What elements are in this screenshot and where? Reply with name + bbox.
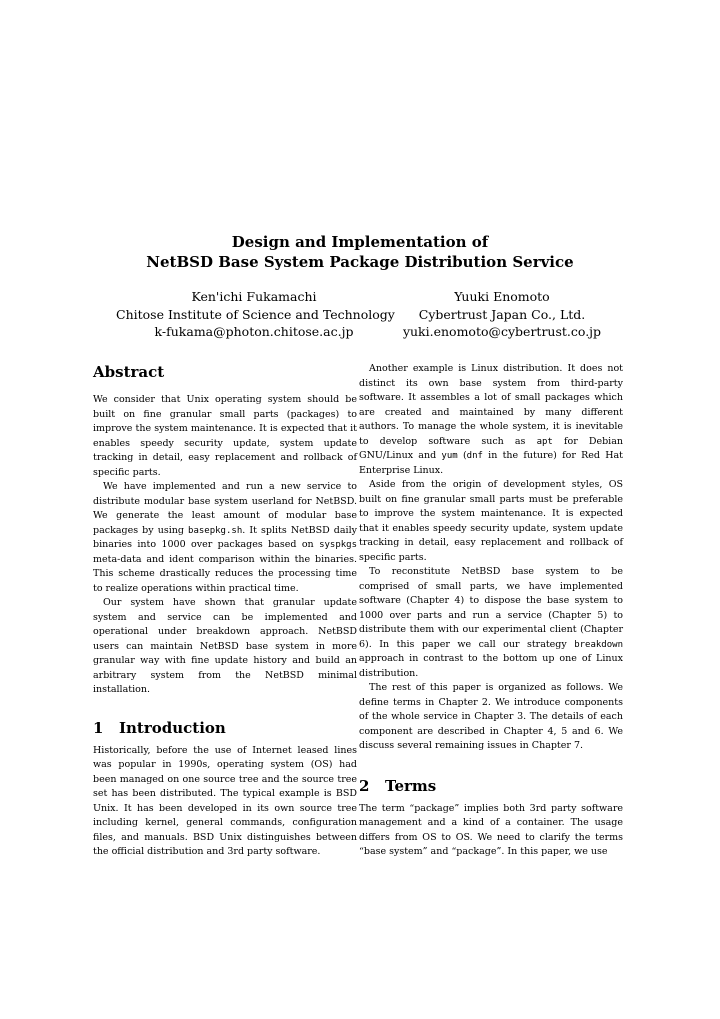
abstract-heading: Abstract [93,363,165,381]
abstract-paragraph: We have implemented and run a new service to distribute modular base system userland for NetBSD. We generate the least amount of modular base packages by using basepkg.sh. It splits NetBSD daily binaries into 1000 over packages based on syspkgs meta-data and ident comparison within the binaries. This scheme drastically reduces the processing time to realize operations within practical time. [93,481,357,594]
author-2 [400,288,604,341]
author-1 [116,288,395,341]
section-number: 2 [359,776,370,795]
intro-paragraph: To reconstitute NetBSD base system to be comprised of small parts, we have implemented software (Chapter 4) to dispose the base system to 1000 over parts and run a service (Chapter 5) to distribute them with our experimental client (Chapter 6). In this paper we call our strategy breakdown approach in contrast to the bottom up one of Linux distribution. [359,566,623,679]
author-name: Ken'ichi Fukamachi [191,289,317,304]
paper-title [0,232,720,272]
author-affiliation: Chitose Institute of Science and Technology [116,306,395,322]
author-email: k-fukama@photon.chitose.ac.jp [154,324,354,339]
abstract-paragraph: Our system have shown that granular update system and service can be implemented and operational under breakdown approach. NetBSD users can maintain NetBSD base system in more granular way with fine update history and build an arbitrary system from the NetBSD minimal installation. [93,597,357,695]
intro-paragraph: Historically, before the use of Internet leased lines was popular in 1990s, operating system (OS) had been managed on one source tree and the source tree set has been distributed. The typical example is BSD Unix. It has been developed in its own source tree including kernel, general commands, configuration files, and manuals. BSD Unix distinguishes between the official distribution and 3rd party software. [93,744,357,857]
title-line-1: Design and Implementation of [231,233,489,251]
title-line-2: NetBSD Base System Package Distribution Service [146,253,574,271]
left-column [93,362,357,860]
introduction-heading: 1 Introduction [93,718,226,737]
author-affiliation: Cybertrust Japan Co., Ltd. [418,306,586,322]
intro-paragraph: Aside from the origin of development styles, OS built on fine granular small parts must be preferable to improve the system maintenance. It is expected that it enables speedy security update, system update tracking in detail, easy replacement and rollback of specific parts. [359,479,623,563]
right-column [359,362,623,860]
terms-paragraph: The term “package” implies both 3rd party software management and a kind of a container. The usage differs from OS to OS. We need to clarify the terms “base system” and “package”. In this paper, we use [359,802,623,857]
intro-paragraph: Another example is Linux distribution. It does not distinct its own base system from third-party software. It assembles a lot of small packages which are created and maintained by many different authors. To manage the whole system, it is inevitable to develop software such as apt for Debian GNU/Linux and yum (dnf in the future) for Red Hat Enterprise Linux. [359,363,623,476]
intro-paragraph: The rest of this paper is organized as follows. We define terms in Chapter 2. We introduce components of the whole service in Chapter 3. The details of each component are described in Chapter 4, 5 and 6. We discuss several remaining issues in Chapter 7. [359,682,623,751]
abstract-paragraph: We consider that Unix operating system should be built on fine granular small parts (packages) to improve the system maintenance. It is expected that it enables speedy security update, system update tracking in detail, easy replacement and rollback of specific parts. [93,394,357,478]
author-email: yuki.enomoto@cybertrust.co.jp [402,324,602,339]
author-name: Yuuki Enomoto [454,289,550,304]
section-number: 1 [93,718,104,737]
terms-heading: 2 Terms [359,776,437,795]
